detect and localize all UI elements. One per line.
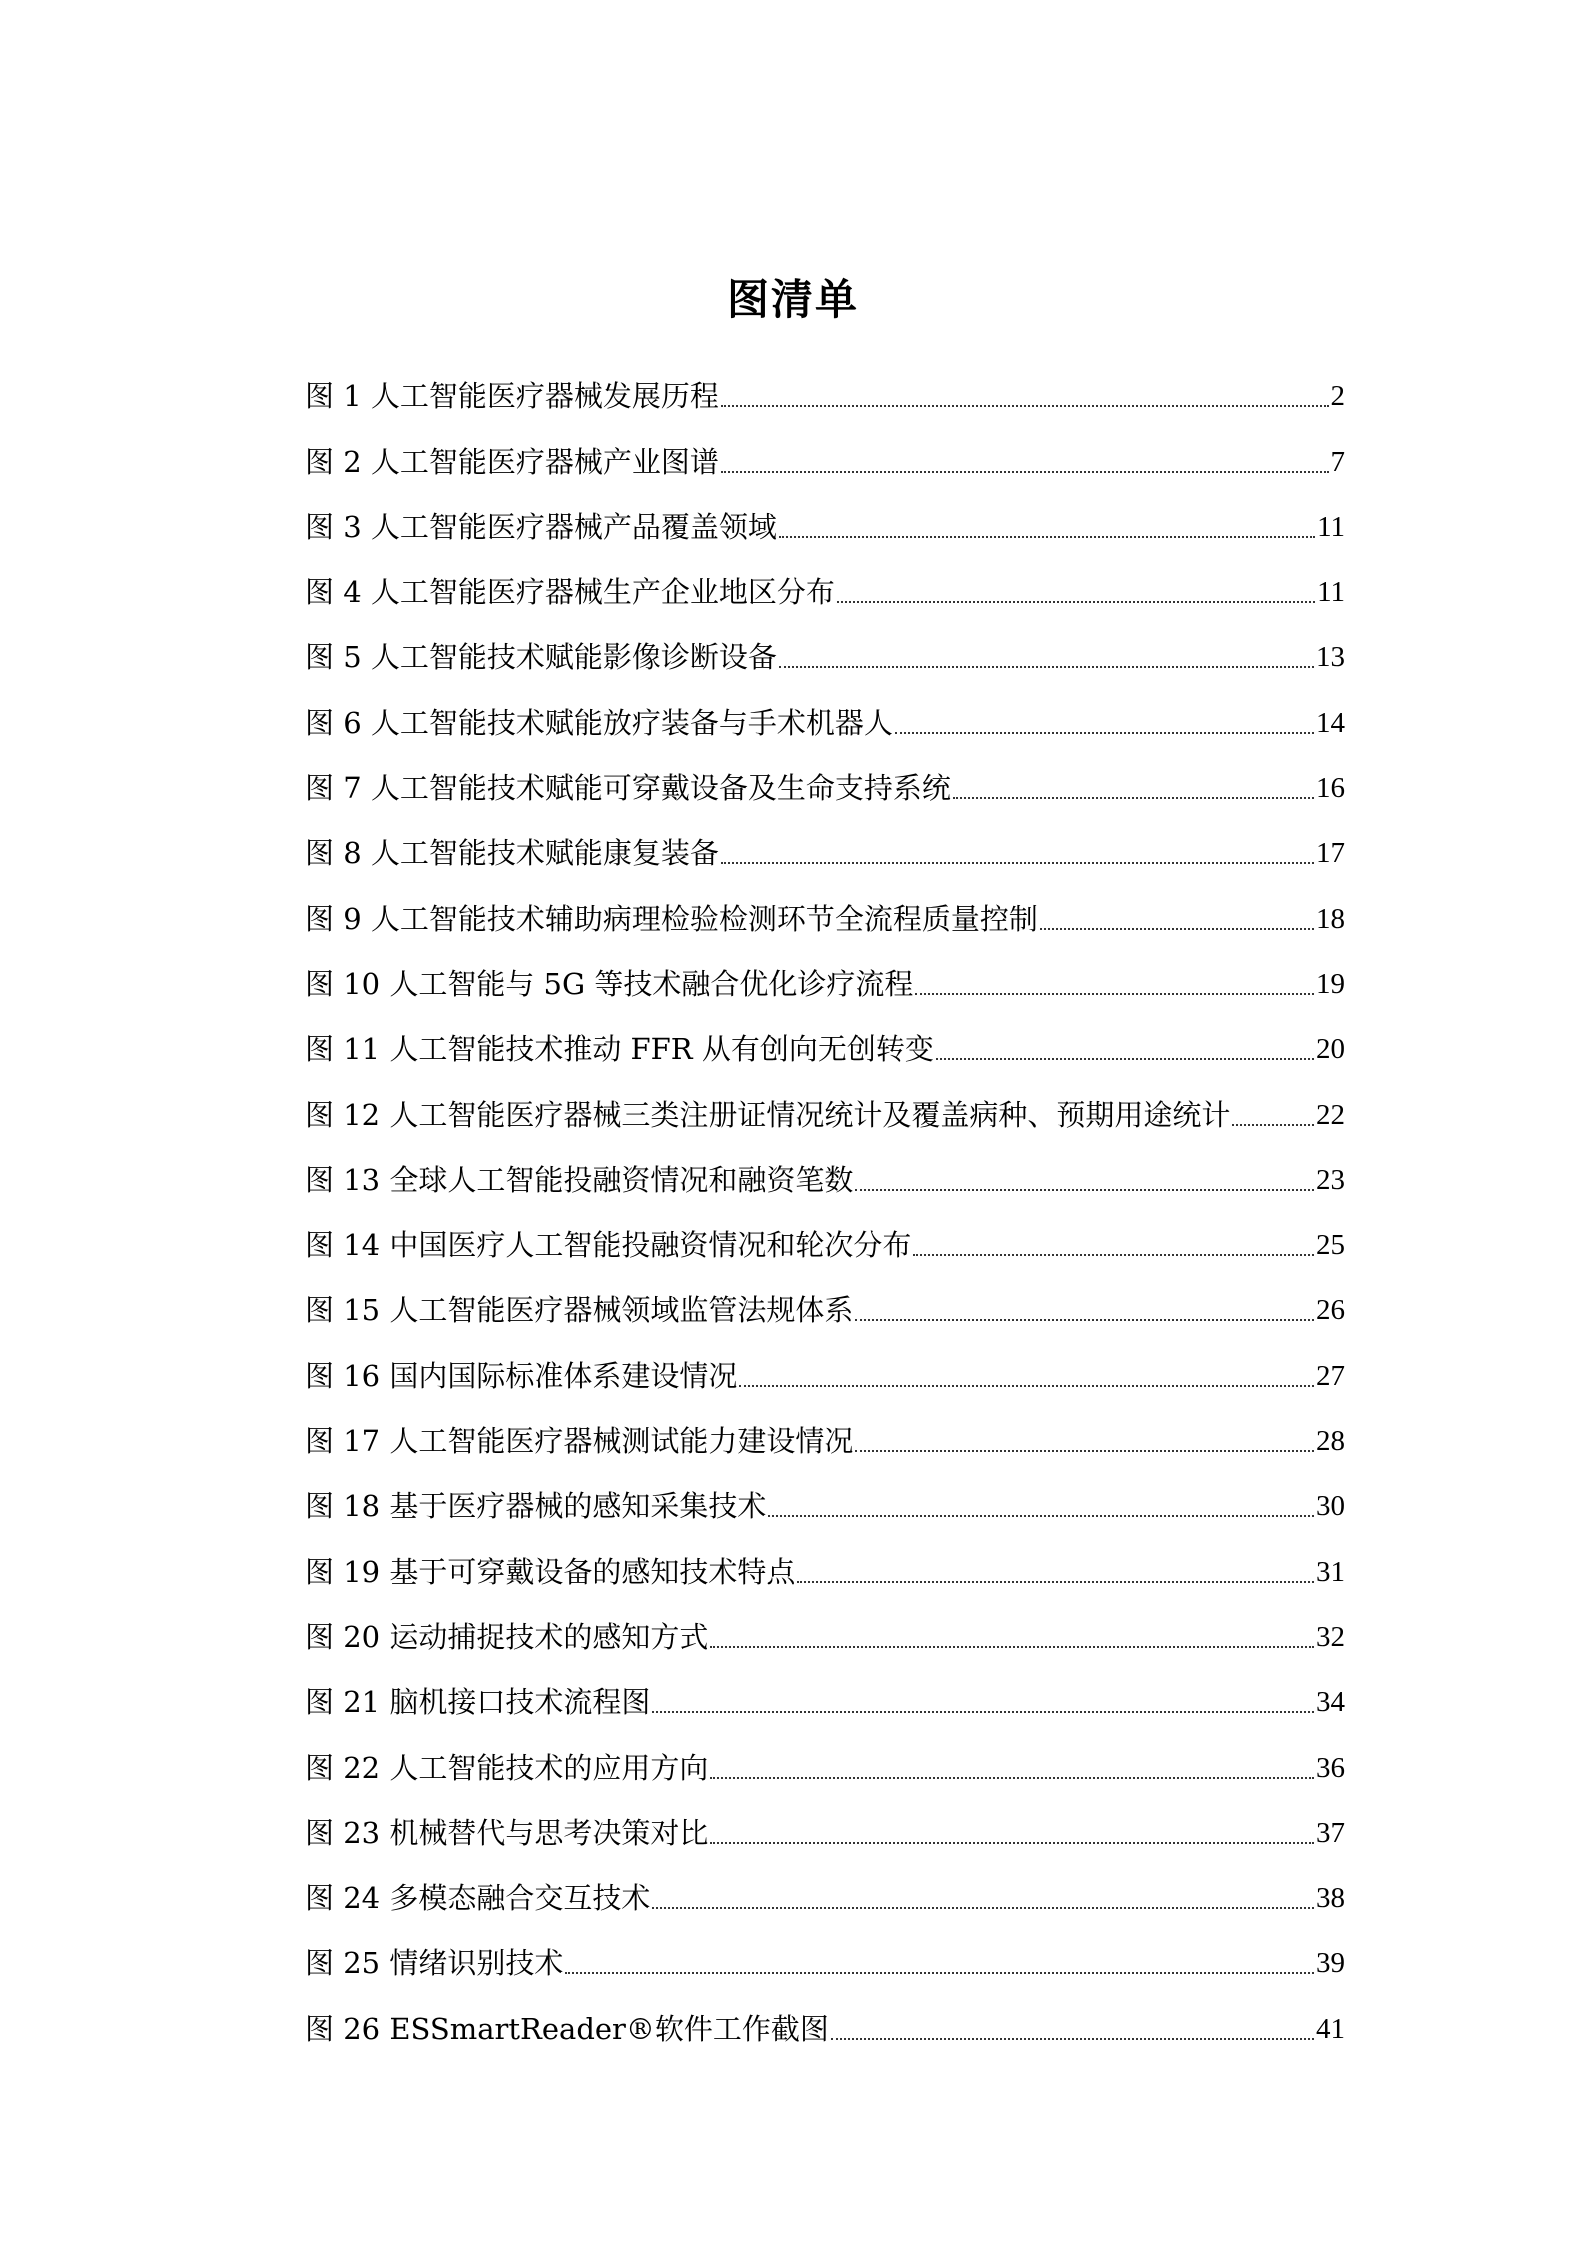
entry-page-number: 38	[1316, 1882, 1345, 1915]
entry-label: 图 4 人工智能医疗器械生产企业地区分布	[305, 575, 835, 610]
entry-page-number: 14	[1316, 706, 1345, 739]
entry-label: 图 2 人工智能医疗器械产业图谱	[305, 444, 719, 479]
list-item[interactable]	[305, 1200, 1345, 1265]
list-item[interactable]	[305, 482, 1345, 547]
entry-label: 图 18 基于医疗器械的感知采集技术	[305, 1489, 767, 1524]
entry-label: 图 19 基于可穿戴设备的感知技术特点	[305, 1554, 796, 1589]
entry-page-number: 19	[1316, 967, 1345, 1000]
entry-page-number: 27	[1316, 1359, 1345, 1392]
page-title: 图清单	[726, 275, 859, 324]
list-item[interactable]	[305, 1526, 1345, 1591]
entry-page-number: 18	[1316, 902, 1345, 935]
list-item[interactable]	[305, 1983, 1345, 2048]
dot-leader	[652, 1710, 1314, 1713]
entry-label: 图 14 中国医疗人工智能投融资情况和轮次分布	[305, 1228, 912, 1263]
entry-label: 图 5 人工智能技术赋能影像诊断设备	[305, 640, 777, 675]
entry-page-number: 13	[1316, 641, 1345, 674]
entry-page-number: 2	[1330, 380, 1345, 413]
entry-page-number: 37	[1316, 1816, 1345, 1849]
entry-label: 图 11 人工智能技术推动 FFR 从有创向无创转变	[305, 1032, 934, 1067]
entry-label: 图 16 国内国际标准体系建设情况	[305, 1358, 738, 1393]
list-item[interactable]	[305, 1657, 1345, 1722]
entry-label: 图 6 人工智能技术赋能放疗装备与手术机器人	[305, 705, 893, 740]
list-item[interactable]	[305, 1461, 1345, 1526]
list-item[interactable]	[305, 1004, 1345, 1069]
list-item[interactable]	[305, 1265, 1345, 1330]
entry-label: 图 7 人工智能技术赋能可穿戴设备及生命支持系统	[305, 771, 951, 806]
entry-label: 图 15 人工智能医疗器械领域监管法规体系	[305, 1293, 854, 1328]
dot-leader	[837, 600, 1315, 603]
dot-leader	[1232, 1123, 1314, 1126]
list-item[interactable]	[305, 1135, 1345, 1200]
dot-leader	[721, 404, 1329, 407]
list-item[interactable]	[305, 808, 1345, 873]
dot-leader	[710, 1645, 1314, 1648]
list-item[interactable]	[305, 416, 1345, 481]
dot-leader	[915, 992, 1314, 995]
entry-page-number: 39	[1316, 1947, 1345, 1980]
figure-list	[305, 351, 1345, 2049]
entry-page-number: 30	[1316, 1490, 1345, 1523]
dot-leader	[797, 1580, 1314, 1583]
list-item[interactable]	[305, 939, 1345, 1004]
list-item[interactable]	[305, 743, 1345, 808]
dot-leader	[721, 861, 1314, 864]
dot-leader	[1040, 927, 1314, 930]
dot-leader	[895, 731, 1314, 734]
dot-leader	[739, 1384, 1314, 1387]
dot-leader	[710, 1841, 1314, 1844]
entry-label: 图 1 人工智能医疗器械发展历程	[305, 379, 719, 414]
list-item[interactable]	[305, 1069, 1345, 1134]
dot-leader	[652, 1906, 1314, 1909]
list-item[interactable]	[305, 873, 1345, 938]
entry-page-number: 11	[1317, 576, 1345, 609]
dot-leader	[953, 796, 1314, 799]
dot-leader	[779, 665, 1314, 668]
entry-label: 图 9 人工智能技术辅助病理检验检测环节全流程质量控制	[305, 901, 1038, 936]
list-item[interactable]	[305, 351, 1345, 416]
dot-leader	[913, 1253, 1314, 1256]
entry-label: 图 22 人工智能技术的应用方向	[305, 1750, 709, 1785]
entry-page-number: 22	[1316, 1098, 1345, 1131]
entry-page-number: 32	[1316, 1620, 1345, 1653]
entry-label: 图 25 情绪识别技术	[305, 1946, 564, 1981]
dot-leader	[831, 2037, 1314, 2040]
dot-leader	[721, 470, 1329, 473]
dot-leader	[565, 1971, 1314, 1974]
list-item[interactable]	[305, 677, 1345, 742]
entry-page-number: 25	[1316, 1229, 1345, 1262]
list-item[interactable]	[305, 547, 1345, 612]
entry-page-number: 17	[1316, 837, 1345, 870]
entry-label: 图 10 人工智能与 5G 等技术融合优化诊疗流程	[305, 966, 914, 1001]
entry-label: 图 23 机械替代与思考决策对比	[305, 1815, 709, 1850]
entry-label: 图 3 人工智能医疗器械产品覆盖领域	[305, 509, 777, 544]
entry-page-number: 41	[1316, 2012, 1345, 2045]
entry-label: 图 17 人工智能医疗器械测试能力建设情况	[305, 1424, 854, 1459]
entry-label: 图 12 人工智能医疗器械三类注册证情况统计及覆盖病种、预期用途统计	[305, 1097, 1231, 1132]
entry-label: 图 26 ESSmartReader®软件工作截图	[305, 2011, 829, 2046]
entry-page-number: 16	[1316, 772, 1345, 805]
dot-leader	[768, 1514, 1314, 1517]
list-item[interactable]	[305, 1330, 1345, 1395]
entry-page-number: 7	[1330, 445, 1345, 478]
entry-label: 图 21 脑机接口技术流程图	[305, 1685, 651, 1720]
entry-page-number: 11	[1317, 510, 1345, 543]
entry-page-number: 36	[1316, 1751, 1345, 1784]
entry-label: 图 8 人工智能技术赋能康复装备	[305, 836, 719, 871]
entry-label: 图 20 运动捕捉技术的感知方式	[305, 1619, 709, 1654]
dot-leader	[855, 1449, 1314, 1452]
list-item[interactable]	[305, 612, 1345, 677]
dot-leader	[855, 1318, 1314, 1321]
entry-page-number: 34	[1316, 1686, 1345, 1719]
dot-leader	[855, 1188, 1314, 1191]
list-item[interactable]	[305, 1788, 1345, 1853]
entry-page-number: 20	[1316, 1033, 1345, 1066]
entry-page-number: 31	[1316, 1555, 1345, 1588]
dot-leader	[710, 1776, 1314, 1779]
entry-page-number: 26	[1316, 1294, 1345, 1327]
entry-page-number: 28	[1316, 1425, 1345, 1458]
entry-label: 图 13 全球人工智能投融资情况和融资笔数	[305, 1162, 854, 1197]
entry-label: 图 24 多模态融合交互技术	[305, 1881, 651, 1916]
list-item[interactable]	[305, 1396, 1345, 1461]
dot-leader	[779, 535, 1315, 538]
list-item[interactable]	[305, 1853, 1345, 1918]
entry-page-number: 23	[1316, 1163, 1345, 1196]
list-item[interactable]	[305, 1722, 1345, 1787]
dot-leader	[936, 1057, 1314, 1060]
list-item[interactable]	[305, 1592, 1345, 1657]
list-item[interactable]	[305, 1918, 1345, 1983]
